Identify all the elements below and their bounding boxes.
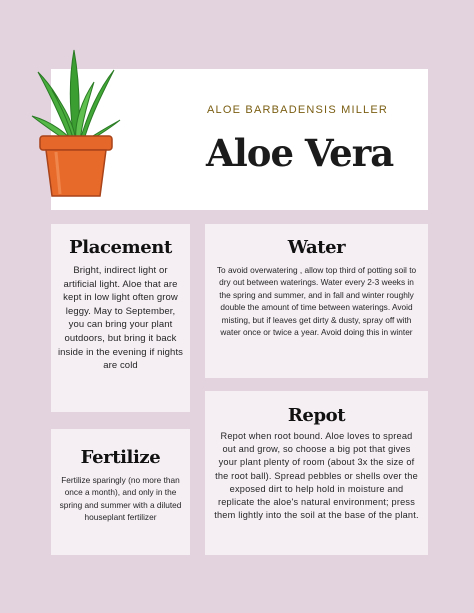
fertilize-text: Fertilize sparingly (no more than once a month), and only in the spring and summer with a diluted houseplant fertilizer (59, 475, 182, 523)
placement-heading: Placement (69, 237, 172, 258)
terracotta-pot (40, 136, 112, 196)
repot-heading: Repot (287, 405, 346, 426)
water-text: To avoid overwatering , allow top third of potting soil to dry out between waterings. Water every 2-3 weeks in the spring and summer, and in fall and winter roughly double the amount of time between waterings. Avoid misting, but if leaves get dirty & dusty, spray off with water once or twice a year. Avoid doing this in winter (216, 265, 417, 338)
fertilize-panel (51, 429, 190, 555)
repot-text: Repot when root bound. Aloe loves to spread out and grow, so choose a big pot that gives your plant plenty of room (about 3x the size of the root ball). Spread pebbles or shells over the exposed dirt to help hold in moisture and replicate the aloe's natural environment; press them lightly into the soil at the base of the plant. (214, 431, 419, 521)
placement-text: Bright, indirect light or artificial light. Aloe that are kept in low light often grow leggy. May to September, you can bring your plant outdoors, but bring it back inside in the evening if nights are cold (57, 265, 184, 372)
placement-panel (51, 224, 190, 412)
water-panel (205, 224, 428, 378)
botanical-name: ALOE BARBADENSIS MILLER (207, 104, 389, 116)
fertilize-heading: Fertilize (80, 447, 161, 468)
aloe-plant-illustration (30, 44, 122, 200)
page-title: Aloe Vera (206, 131, 394, 175)
aloe-leaves (32, 50, 120, 144)
water-heading: Water (287, 237, 346, 258)
repot-panel (205, 391, 428, 555)
